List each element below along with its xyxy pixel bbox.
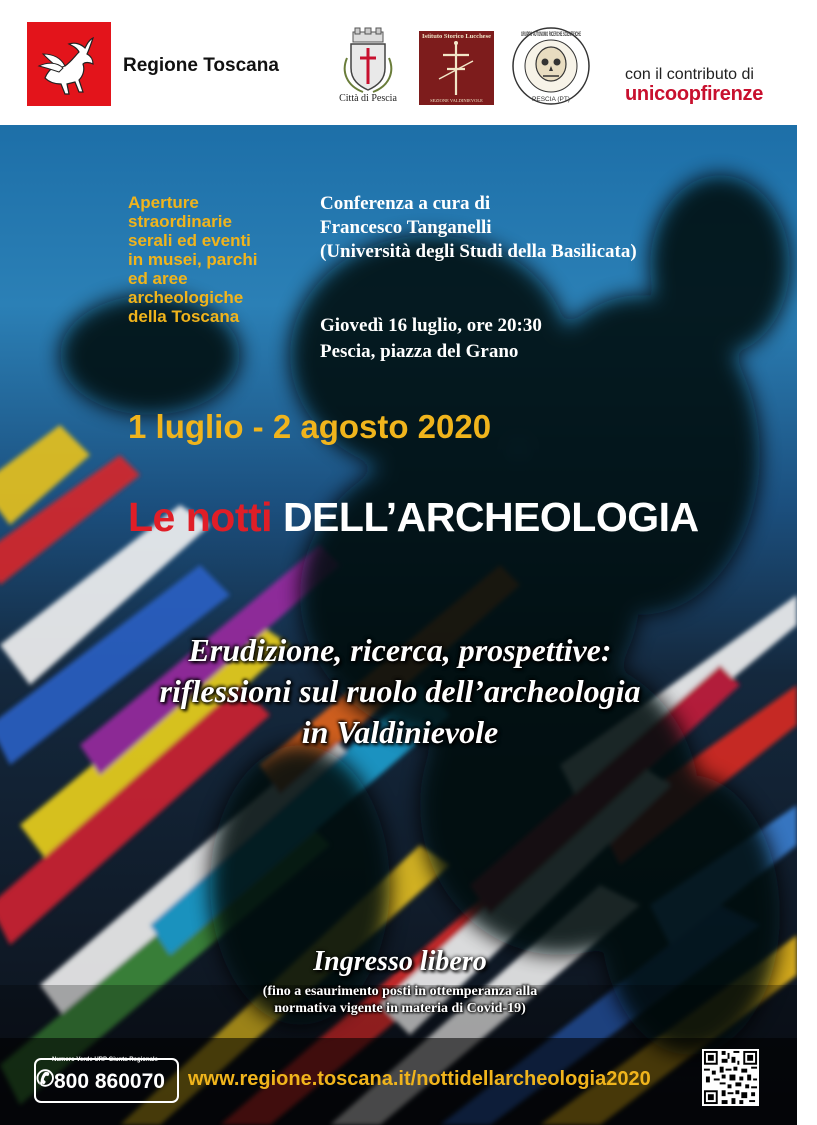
cross-icon	[419, 31, 494, 105]
regione-toscana-logo	[27, 22, 111, 106]
event-description: Aperture straordinarie serali ed eventi in musei, parchi ed aree archeologiche della Toscana	[128, 193, 258, 326]
contribution-text: con il contributo di	[625, 66, 754, 83]
entry-note: (fino a esaurimento posti in ottemperanza alla normativa vigente in materia di Covid-19)	[262, 984, 538, 1016]
club-ring-text: GRUPPO AUTONOMO RICERCHE SCIENTIFICHE	[521, 32, 581, 38]
institute-logo	[419, 31, 494, 105]
logo-header	[0, 0, 817, 125]
qr-code-icon[interactable]	[702, 1049, 759, 1106]
region-name: Regione Toscana	[123, 55, 279, 76]
institute-section: SEZIONE VALDINIEVOLE	[430, 98, 483, 103]
series-title	[128, 494, 699, 541]
club-city: PESCIA (PT)	[532, 96, 570, 103]
phone-icon: ✆	[36, 1066, 55, 1091]
hotline-label: Numero Verde URP Giunta Regionale	[52, 1057, 158, 1063]
city-label: Città di Pescia	[339, 93, 397, 104]
sponsor-name: unicoopfirenze	[625, 83, 764, 105]
talk-title: Erudizione, ricerca, prospettive: riflessioni sul ruolo dell’archeologia in Valdinievole	[159, 632, 641, 750]
page-margin	[797, 125, 817, 1125]
entry-label: Ingresso libero	[313, 946, 487, 977]
pegasus-icon	[27, 22, 111, 106]
hotline-number[interactable]: 800 860070	[54, 1070, 165, 1093]
website-link[interactable]: www.regione.toscana.it/nottidellarcheologia2020	[188, 1068, 651, 1090]
event-date-place: Giovedì 16 luglio, ore 20:30 Pescia, piazza del Grano	[320, 315, 542, 362]
institute-title: Istituto Storico Lucchese	[422, 33, 491, 40]
conference-speaker: Conferenza a cura di Francesco Tanganelli (Università degli Studi della Basilicata)	[320, 193, 637, 262]
date-range: 1 luglio - 2 agosto 2020	[128, 408, 492, 445]
skull-icon	[511, 26, 591, 106]
series-title-white: DELL’ARCHEOLOGIA	[282, 494, 699, 540]
series-title-red: Le notti	[128, 494, 273, 540]
